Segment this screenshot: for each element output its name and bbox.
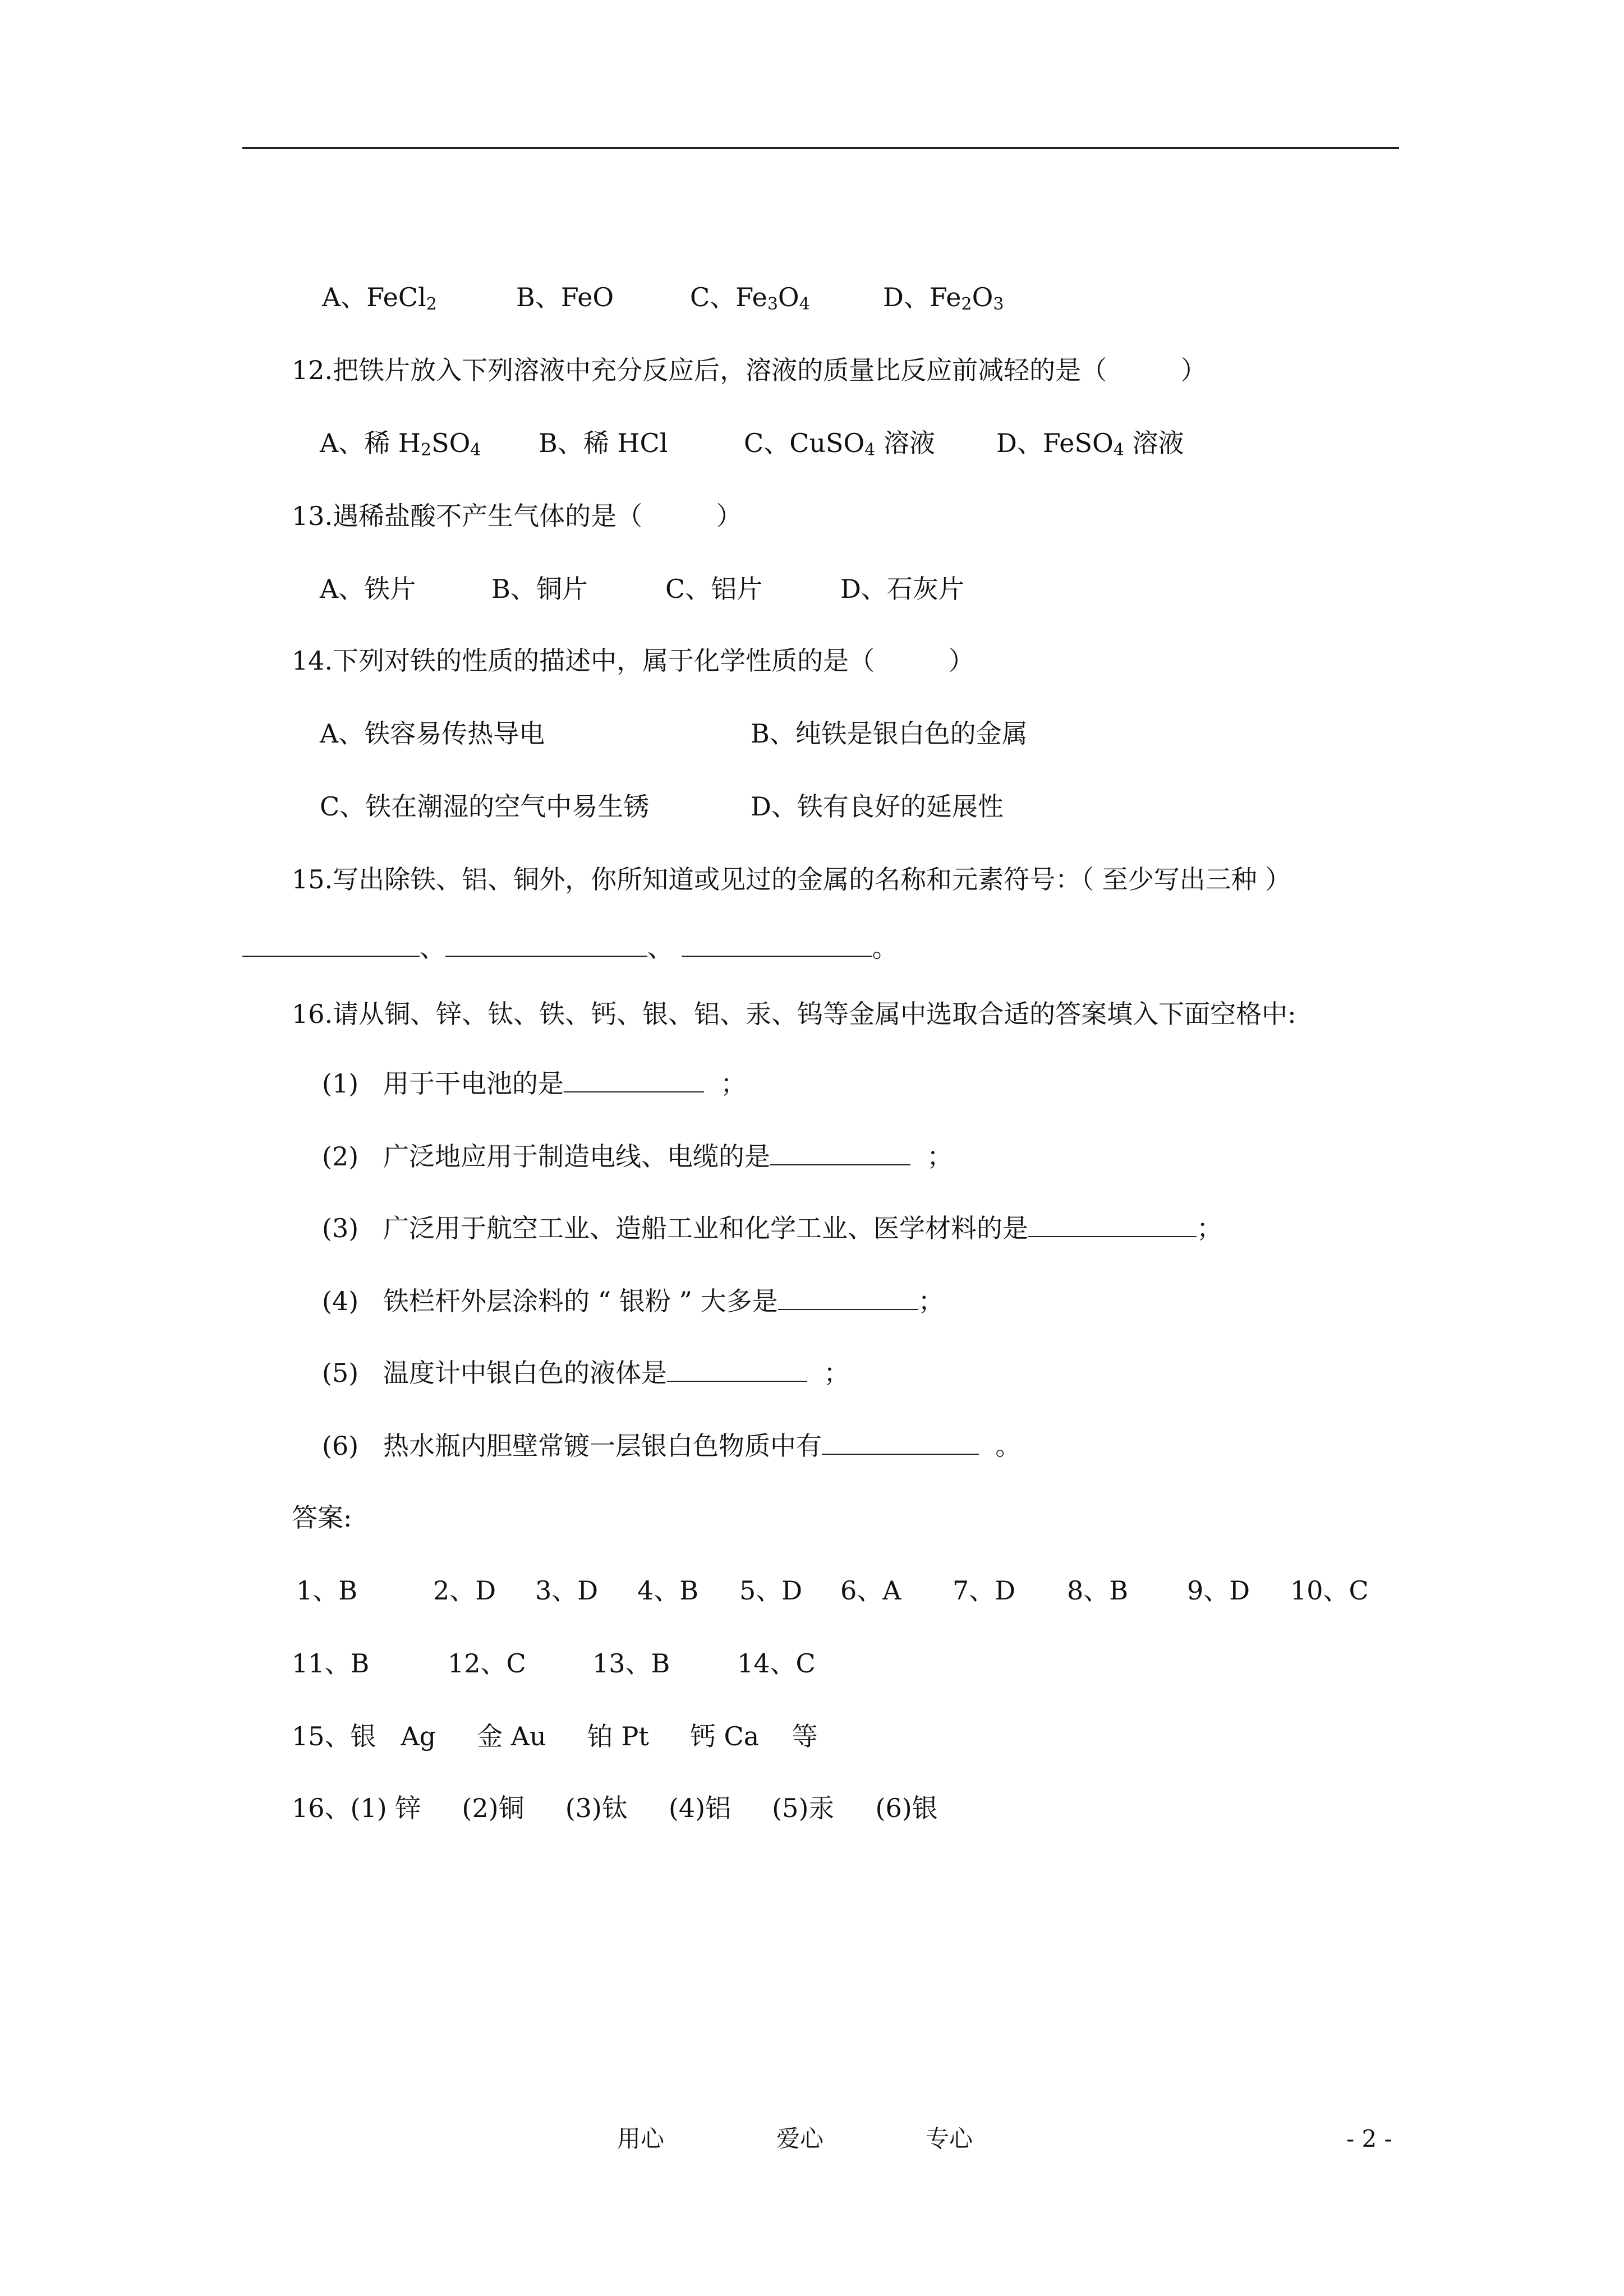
q15-blank-3[interactable] xyxy=(682,933,872,957)
answer-item: 10、C xyxy=(1290,1575,1369,1606)
q14-option-c: C、铁在潮湿的空气中易生锈 xyxy=(320,791,650,822)
answer-item: 2、D xyxy=(433,1575,496,1606)
answers-row-4: 16、(1) 锌 (2)铜 (3)钛 (4)铝 (5)汞 (6)银 xyxy=(292,1793,938,1823)
answer-item: 11、B xyxy=(292,1648,370,1679)
footer-motto-right: 专心 xyxy=(926,2125,973,2152)
q15-blank-2[interactable] xyxy=(445,933,647,957)
q14-option-b: B、纯铁是银白色的金属 xyxy=(751,718,1028,749)
q13-stem: 13.遇稀盐酸不产生气体的是（ ） xyxy=(292,501,742,531)
q16-item-4: (4) 铁栏杆外层涂料的 “ 银粉 ” 大多是 ； xyxy=(322,1286,944,1316)
answers-heading: 答案: xyxy=(292,1502,352,1533)
answer-item: 14、C xyxy=(737,1648,816,1679)
q11-option-d: D、$Fe_2O_3$ xyxy=(883,282,1004,314)
q12-option-d: D、FeSO$_4$ 溶液 xyxy=(996,428,1184,460)
q16-item-2: (2) 广泛地应用于制造电线、电缆的是 ； xyxy=(322,1141,953,1172)
q14-stem: 14.下列对铁的性质的描述中，属于化学性质的是（ ） xyxy=(292,646,974,676)
q16-blank-6[interactable] xyxy=(822,1431,979,1455)
answer-item: 7、D xyxy=(953,1575,1016,1606)
q16-blank-3[interactable] xyxy=(1028,1214,1197,1237)
q12-option-b: B、稀 HCl xyxy=(539,428,668,458)
answer-item: 13、B xyxy=(592,1648,670,1679)
answer-item: 1、B xyxy=(296,1575,358,1606)
answer-item: 4、B xyxy=(637,1575,699,1606)
q11-option-a: A、FeCl$_2$ xyxy=(322,282,437,314)
answer-item: 6、A xyxy=(840,1575,901,1606)
q16-item-1: (1) 用于干电池的是 ； xyxy=(322,1068,747,1099)
answer-item: 8、B xyxy=(1067,1575,1129,1606)
q15-blank-1[interactable] xyxy=(242,933,420,957)
page-number: - 2 - xyxy=(1346,2125,1392,2152)
q15-stem: 15.写出除铁、铝、铜外，你所知道或见过的金属的名称和元素符号：（ 至少写出三种 ） xyxy=(292,864,1291,895)
q14-option-a: A、铁容易传热导电 xyxy=(320,718,545,749)
q14-option-d: D、铁有良好的延展性 xyxy=(751,791,1004,822)
q13-option-a: A、铁片 xyxy=(320,574,416,604)
q11-option-c: C、$Fe_3O_4$ xyxy=(690,282,810,314)
q16-blank-2[interactable] xyxy=(770,1142,910,1165)
q11-option-b: B、FeO xyxy=(516,282,614,312)
q13-option-d: D、石灰片 xyxy=(840,574,964,604)
q16-blank-5[interactable] xyxy=(667,1358,807,1382)
q13-option-b: B、铜片 xyxy=(491,574,588,604)
footer-motto-left: 用心 xyxy=(617,2125,665,2152)
q16-item-6: (6) 热水瓶内胆壁常镀一层银白色物质中有 。 xyxy=(322,1431,1022,1461)
q16-blank-1[interactable] xyxy=(564,1069,704,1092)
answer-item: 9、D xyxy=(1187,1575,1250,1606)
q12-option-a: A、稀 $H_2SO_4$ xyxy=(320,428,481,460)
q12-option-c: C、CuSO$_4$ 溶液 xyxy=(744,428,935,460)
q16-item-3: (3) 广泛用于航空工业、造船工业和化学工业、医学材料的是 ； xyxy=(322,1213,1223,1243)
q15-blanks: 、 、 。 xyxy=(242,931,898,965)
q16-item-5: (5) 温度计中银白色的液体是 ； xyxy=(322,1358,850,1388)
answer-item: 5、D xyxy=(739,1575,803,1606)
answer-item: 12、C xyxy=(448,1648,526,1679)
answer-item: 3、D xyxy=(535,1575,599,1606)
q13-option-c: C、铝片 xyxy=(665,574,763,604)
footer-motto-middle: 爱心 xyxy=(776,2125,824,2152)
q16-stem: 16.请从铜、锌、钛、铁、钙、银、铝、汞、钨等金属中选取合适的答案填入下面空格中: xyxy=(292,999,1296,1029)
answers-row-3: 15、银 Ag 金 Au 铂 Pt 钙 Ca 等 xyxy=(292,1721,818,1751)
header-rule xyxy=(242,147,1399,149)
q12-stem: 12.把铁片放入下列溶液中充分反应后，溶液的质量比反应前减轻的是（ ） xyxy=(292,355,1207,385)
q16-blank-4[interactable] xyxy=(778,1287,918,1310)
